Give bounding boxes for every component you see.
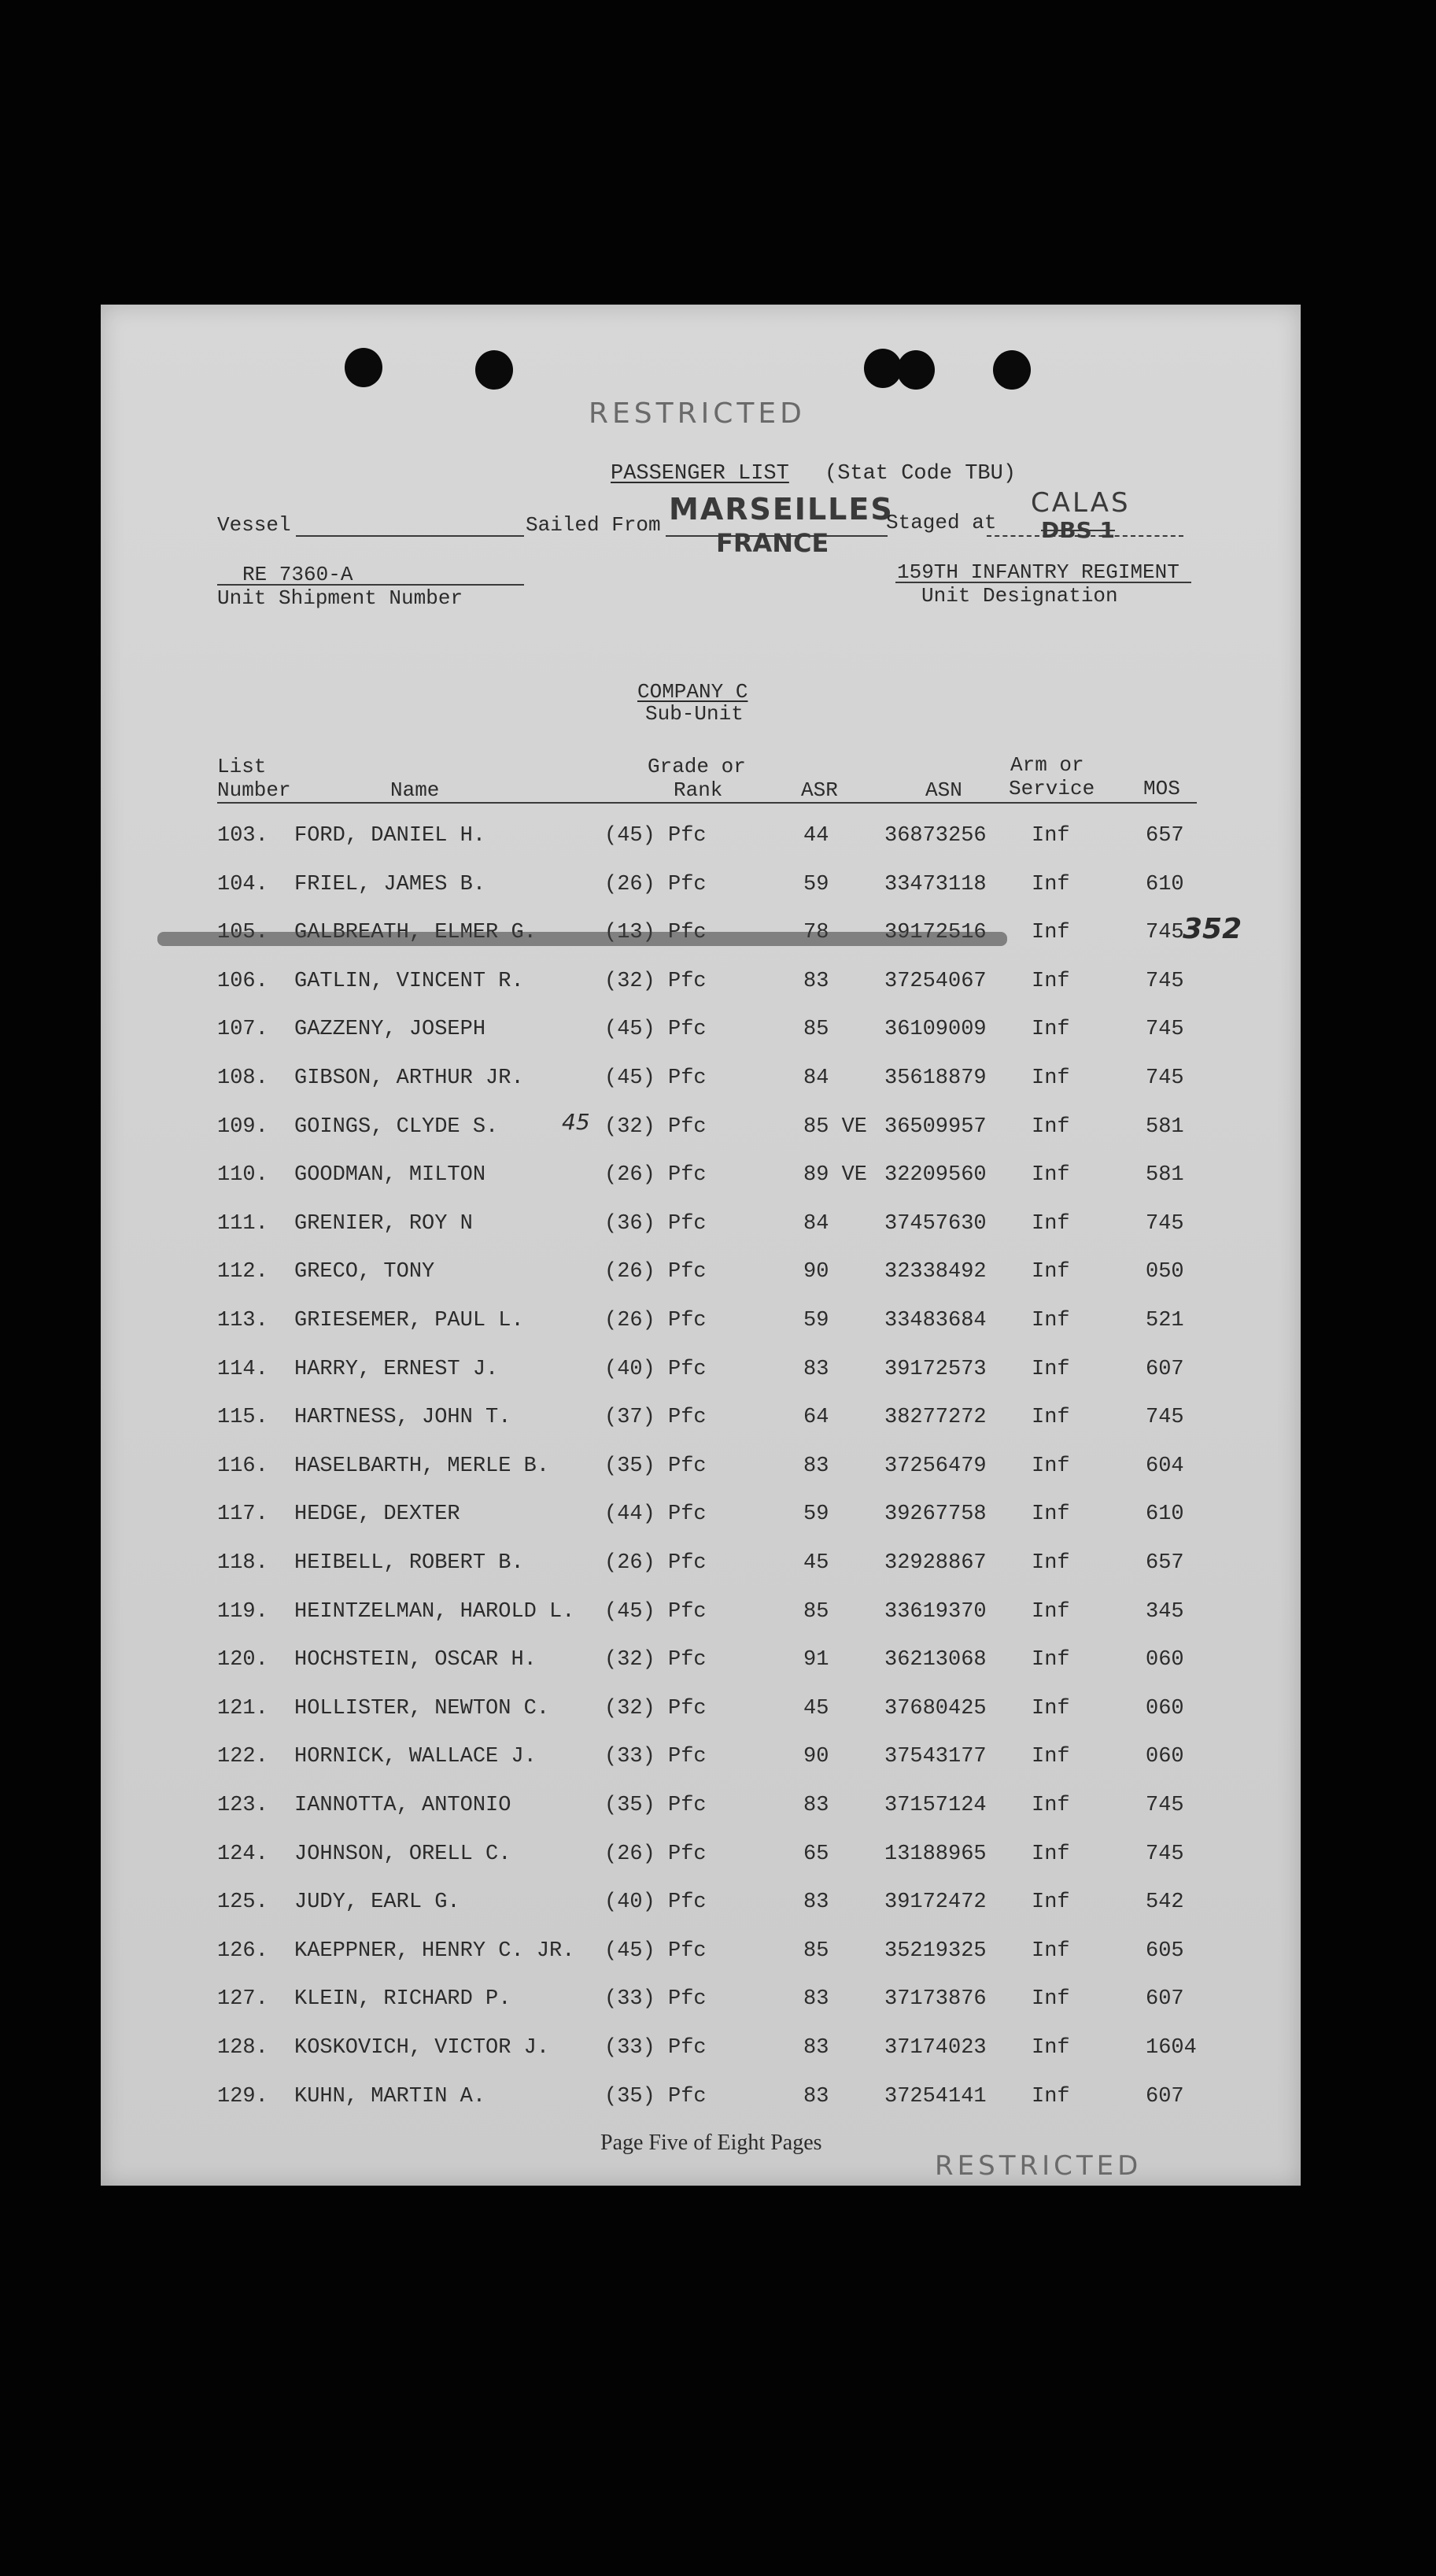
cell-arm: Inf <box>1032 969 1070 993</box>
cell-grade: (35) Pfc <box>604 2084 707 2108</box>
restricted-stamp-bottom: RESTRICTED <box>935 2150 1143 2182</box>
table-row <box>101 1794 1301 1825</box>
table-row <box>101 1212 1301 1244</box>
punch-hole <box>993 350 1031 390</box>
cell-mos: 745 <box>1146 1211 1184 1236</box>
cell-grade: (37) Pfc <box>604 1406 707 1430</box>
cell-name: HOCHSTEIN, OSCAR H. <box>294 1648 537 1672</box>
cell-num: 116. <box>217 1454 268 1478</box>
cell-grade: (26) Pfc <box>604 1309 707 1332</box>
cell-arm: Inf <box>1032 1842 1070 1866</box>
table-row <box>101 824 1301 856</box>
cell-mos: 345 <box>1146 1599 1184 1624</box>
cell-asn: 33483684 <box>884 1309 987 1332</box>
cell-asn: 32928867 <box>884 1551 987 1575</box>
cell-mos: 610 <box>1146 872 1184 896</box>
table-row <box>101 970 1301 1001</box>
cell-arm: Inf <box>1032 872 1070 896</box>
cell-num: 109. <box>217 1114 268 1139</box>
col-asn-header: ASN <box>925 778 962 802</box>
cell-num: 123. <box>217 1794 268 1817</box>
cell-asr: 90 <box>803 1745 829 1769</box>
cell-arm: Inf <box>1032 1163 1070 1188</box>
table-row <box>101 2085 1301 2116</box>
cell-name: IANNOTTA, ANTONIO <box>294 1794 511 1817</box>
cell-name: KUHN, MARTIN A. <box>294 2084 486 2108</box>
cell-arm: Inf <box>1032 1309 1070 1332</box>
table-row <box>101 873 1301 904</box>
cell-arm: Inf <box>1032 1648 1070 1672</box>
cell-asr: 83 <box>803 2084 829 2108</box>
cell-name: FORD, DANIEL H. <box>294 824 486 848</box>
cell-arm: Inf <box>1032 2036 1070 2060</box>
cell-asr: 89 VE <box>803 1163 868 1188</box>
table-row <box>101 1745 1301 1776</box>
table-row <box>101 1406 1301 1437</box>
table-row <box>101 1648 1301 1680</box>
cell-grade: (45) Pfc <box>604 1018 707 1042</box>
cell-name: GIBSON, ARTHUR JR. <box>294 1066 524 1090</box>
passenger-list-document <box>101 305 1301 2186</box>
cell-mos: 605 <box>1146 1938 1184 1963</box>
table-row <box>101 1502 1301 1534</box>
cell-asn: 39267758 <box>884 1502 987 1527</box>
cell-mos: 542 <box>1146 1890 1184 1915</box>
staged-at-value: CALAS <box>1031 487 1131 519</box>
cell-arm: Inf <box>1032 1696 1070 1720</box>
cell-num: 110. <box>217 1163 268 1188</box>
cell-mos: 745 <box>1146 1018 1184 1042</box>
cell-arm: Inf <box>1032 824 1070 848</box>
cell-asr: 83 <box>803 1890 829 1915</box>
table-row <box>101 1454 1301 1486</box>
unit-shipment-underline <box>217 584 524 586</box>
cell-name: HEINTZELMAN, HAROLD L. <box>294 1599 575 1624</box>
cell-name: GRENIER, ROY N <box>294 1211 473 1236</box>
cell-arm: Inf <box>1032 1406 1070 1430</box>
cell-asn: 36873256 <box>884 824 987 848</box>
col-asr-header: ASR <box>801 778 838 802</box>
cell-num: 127. <box>217 1987 268 2012</box>
cell-asr: 45 <box>803 1551 829 1575</box>
cell-asr: 85 <box>803 1938 829 1963</box>
cell-mos: 745 <box>1146 1842 1184 1866</box>
cell-name: GOODMAN, MILTON <box>294 1163 486 1188</box>
cell-arm: Inf <box>1032 1114 1070 1139</box>
cell-grade: (45) Pfc <box>604 1938 707 1963</box>
cell-name: GATLIN, VINCENT R. <box>294 969 524 993</box>
cell-arm: Inf <box>1032 2084 1070 2108</box>
cell-num: 121. <box>217 1696 268 1720</box>
table-row <box>101 1987 1301 2019</box>
cell-arm: Inf <box>1032 1211 1070 1236</box>
cell-asr: 59 <box>803 1309 829 1332</box>
cell-grade: (36) Pfc <box>604 1211 707 1236</box>
cell-mos: 607 <box>1146 1987 1184 2012</box>
document-title: PASSENGER LIST <box>611 462 789 486</box>
cell-name: GAZZENY, JOSEPH <box>294 1018 486 1042</box>
cell-asr: 83 <box>803 2036 829 2060</box>
staged-at-camp: DBS 1 <box>1041 517 1115 543</box>
cell-arm: Inf <box>1032 1454 1070 1478</box>
cell-asn: 38277272 <box>884 1406 987 1430</box>
cell-name: HARRY, ERNEST J. <box>294 1357 499 1381</box>
cell-asn: 33473118 <box>884 872 987 896</box>
cell-asn: 39172573 <box>884 1357 987 1381</box>
cell-grade: (32) Pfc <box>604 1696 707 1720</box>
cell-asn: 37256479 <box>884 1454 987 1478</box>
cell-grade: (26) Pfc <box>604 1551 707 1575</box>
cell-name: GOINGS, CLYDE S. <box>294 1114 499 1139</box>
cell-num: 104. <box>217 872 268 896</box>
punch-hole <box>897 350 935 390</box>
cell-asn: 32209560 <box>884 1163 987 1188</box>
cell-num: 111. <box>217 1211 268 1236</box>
cell-mos: 604 <box>1146 1454 1184 1478</box>
cell-name: HARTNESS, JOHN T. <box>294 1406 511 1430</box>
cell-name: KAEPPNER, HENRY C. JR. <box>294 1938 575 1963</box>
cell-name: JOHNSON, ORELL C. <box>294 1842 511 1866</box>
staged-at-underline <box>987 535 1183 537</box>
cell-grade: (32) Pfc <box>604 1114 707 1139</box>
page-footer: Page Five of Eight Pages <box>600 2131 822 2155</box>
cell-num: 120. <box>217 1648 268 1672</box>
cell-num: 112. <box>217 1260 268 1284</box>
cell-arm: Inf <box>1032 1260 1070 1284</box>
cell-asn: 37543177 <box>884 1745 987 1769</box>
col-arm-header: Arm or <box>1010 753 1084 777</box>
cell-arm: Inf <box>1032 1502 1070 1527</box>
cell-arm: Inf <box>1032 1890 1070 1915</box>
cell-arm: Inf <box>1032 1018 1070 1042</box>
cell-asr: 59 <box>803 872 829 896</box>
cell-name: GRECO, TONY <box>294 1260 435 1284</box>
cell-grade: (40) Pfc <box>604 1357 707 1381</box>
cell-asn: 37254067 <box>884 969 987 993</box>
stat-code: (Stat Code TBU) <box>825 462 1017 486</box>
cell-grade: (35) Pfc <box>604 1454 707 1478</box>
cell-asn: 36109009 <box>884 1018 987 1042</box>
cell-num: 125. <box>217 1890 268 1915</box>
cell-asn: 35618879 <box>884 1066 987 1090</box>
vessel-label: Vessel <box>217 513 291 537</box>
cell-mos: 060 <box>1146 1648 1184 1672</box>
cell-asn: 37173876 <box>884 1987 987 2012</box>
cell-asn: 36213068 <box>884 1648 987 1672</box>
cell-num: 108. <box>217 1066 268 1090</box>
cell-grade: (45) Pfc <box>604 824 707 848</box>
cell-asn: 37254141 <box>884 2084 987 2108</box>
cell-mos: 745 <box>1146 969 1184 993</box>
cell-grade: (44) Pfc <box>604 1502 707 1527</box>
cell-grade: (26) Pfc <box>604 1163 707 1188</box>
cell-arm: Inf <box>1032 1066 1070 1090</box>
cell-grade: (45) Pfc <box>604 1066 707 1090</box>
cell-name: HEIBELL, ROBERT B. <box>294 1551 524 1575</box>
cell-num: 106. <box>217 969 268 993</box>
cell-arm: Inf <box>1032 1938 1070 1963</box>
cell-asn: 37680425 <box>884 1696 987 1720</box>
cell-num: 128. <box>217 2036 268 2060</box>
col-list-header: List <box>217 755 267 778</box>
cell-num: 103. <box>217 824 268 848</box>
cell-grade: (35) Pfc <box>604 1794 707 1817</box>
cell-num: 126. <box>217 1938 268 1963</box>
sailed-from-label: Sailed From <box>526 513 661 537</box>
table-row <box>101 1163 1301 1195</box>
cell-grade: (45) Pfc <box>604 1599 707 1624</box>
cell-name: HEDGE, DEXTER <box>294 1502 460 1527</box>
cell-asr: 85 <box>803 1599 829 1624</box>
table-row <box>101 1018 1301 1049</box>
cell-name: HOLLISTER, NEWTON C. <box>294 1696 550 1720</box>
cell-asr: 59 <box>803 1502 829 1527</box>
handwritten-mos-correction: 352 <box>1183 913 1242 946</box>
cell-asr: 83 <box>803 1454 829 1478</box>
cell-mos: 050 <box>1146 1260 1184 1284</box>
cell-num: 119. <box>217 1599 268 1624</box>
col-arm-header-2: Service <box>1009 777 1095 800</box>
cell-num: 113. <box>217 1309 268 1332</box>
cell-asr: 83 <box>803 1987 829 2012</box>
cell-asr: 84 <box>803 1211 829 1236</box>
cell-mos: 745 <box>1146 921 1184 945</box>
col-name-header: Name <box>390 778 440 802</box>
cell-asr: 45 <box>803 1696 829 1720</box>
cell-asr: 85 VE <box>803 1114 868 1139</box>
cell-num: 114. <box>217 1357 268 1381</box>
unit-designation: 159TH INFANTRY REGIMENT <box>897 560 1179 584</box>
cell-arm: Inf <box>1032 921 1070 945</box>
cell-mos: 1604 <box>1146 2036 1197 2060</box>
cell-mos: 581 <box>1146 1114 1184 1139</box>
cell-grade: (33) Pfc <box>604 2036 707 2060</box>
cell-arm: Inf <box>1032 1551 1070 1575</box>
col-mos-header: MOS <box>1143 777 1180 800</box>
cell-asn: 39172472 <box>884 1890 987 1915</box>
cell-name: KOSKOVICH, VICTOR J. <box>294 2036 550 2060</box>
cell-arm: Inf <box>1032 1599 1070 1624</box>
cell-grade: (33) Pfc <box>604 1745 707 1769</box>
cell-asr: 83 <box>803 1357 829 1381</box>
table-row <box>101 1309 1301 1340</box>
punch-hole <box>475 350 513 390</box>
table-row <box>101 1842 1301 1874</box>
cell-num: 124. <box>217 1842 268 1866</box>
cell-asr: 44 <box>803 824 829 848</box>
cell-asr: 65 <box>803 1842 829 1866</box>
cell-mos: 607 <box>1146 1357 1184 1381</box>
cell-asn: 36509957 <box>884 1114 987 1139</box>
cell-grade: (32) Pfc <box>604 1648 707 1672</box>
col-grade-header-2: Rank <box>674 778 723 802</box>
table-row <box>101 1066 1301 1098</box>
vessel-underline <box>296 535 524 537</box>
sailed-from-country: FRANCE <box>716 528 829 558</box>
cell-grade: (40) Pfc <box>604 1890 707 1915</box>
table-row <box>101 1697 1301 1728</box>
cell-mos: 581 <box>1146 1163 1184 1188</box>
cell-asn: 32338492 <box>884 1260 987 1284</box>
col-grade-header: Grade or <box>648 755 746 778</box>
cell-name: KLEIN, RICHARD P. <box>294 1987 511 2012</box>
cell-grade: (33) Pfc <box>604 1987 707 2012</box>
cell-arm: Inf <box>1032 1745 1070 1769</box>
cell-grade: (32) Pfc <box>604 969 707 993</box>
unit-shipment-number: RE 7360-A <box>242 563 353 586</box>
cell-num: 107. <box>217 1018 268 1042</box>
cell-mos: 521 <box>1146 1309 1184 1332</box>
cell-asn: 37457630 <box>884 1211 987 1236</box>
cell-name: JUDY, EARL G. <box>294 1890 460 1915</box>
cell-asr: 83 <box>803 1794 829 1817</box>
table-row <box>101 1600 1301 1632</box>
cell-name: HASELBARTH, MERLE B. <box>294 1454 550 1478</box>
cell-num: 117. <box>217 1502 268 1527</box>
col-list-header-2: Number <box>217 778 291 802</box>
cell-arm: Inf <box>1032 1987 1070 2012</box>
cell-asr: 91 <box>803 1648 829 1672</box>
cell-name: GRIESEMER, PAUL L. <box>294 1309 524 1332</box>
cell-mos: 060 <box>1146 1696 1184 1720</box>
staged-at-label: Staged at <box>886 511 997 534</box>
sub-unit-name: COMPANY C <box>637 680 748 704</box>
cell-arm: Inf <box>1032 1357 1070 1381</box>
cell-asr: 64 <box>803 1406 829 1430</box>
cell-asr: 83 <box>803 969 829 993</box>
cell-asn: 37174023 <box>884 2036 987 2060</box>
table-row <box>101 1939 1301 1971</box>
restricted-stamp-top: RESTRICTED <box>589 397 806 430</box>
cell-num: 122. <box>217 1745 268 1769</box>
table-row <box>101 1260 1301 1292</box>
cell-asn: 37157124 <box>884 1794 987 1817</box>
strikethrough-mark <box>157 932 1007 946</box>
table-row <box>101 1551 1301 1583</box>
cell-arm: Inf <box>1032 1794 1070 1817</box>
cell-grade: (26) Pfc <box>604 872 707 896</box>
punch-hole <box>864 349 902 388</box>
unit-shipment-label: Unit Shipment Number <box>217 586 463 610</box>
header-rule <box>217 802 1197 804</box>
cell-mos: 745 <box>1146 1406 1184 1430</box>
sailed-from-value: MARSEILLES <box>669 492 894 527</box>
cell-asr: 85 <box>803 1018 829 1042</box>
cell-grade: (26) Pfc <box>604 1260 707 1284</box>
cell-mos: 657 <box>1146 824 1184 848</box>
cell-asn: 35219325 <box>884 1938 987 1963</box>
cell-grade: (26) Pfc <box>604 1842 707 1866</box>
cell-name: FRIEL, JAMES B. <box>294 872 486 896</box>
cell-mos: 657 <box>1146 1551 1184 1575</box>
cell-asr: 84 <box>803 1066 829 1090</box>
cell-mos: 060 <box>1146 1745 1184 1769</box>
table-row <box>101 1358 1301 1389</box>
table-row <box>101 1890 1301 1922</box>
sub-unit-label: Sub-Unit <box>645 702 744 726</box>
cell-asn: 33619370 <box>884 1599 987 1624</box>
table-row <box>101 913 1301 952</box>
handwritten-grade-correction: 45 <box>562 1108 590 1135</box>
cell-name: HORNICK, WALLACE J. <box>294 1745 537 1769</box>
cell-mos: 745 <box>1146 1066 1184 1090</box>
cell-mos: 607 <box>1146 2084 1184 2108</box>
cell-mos: 745 <box>1146 1794 1184 1817</box>
cell-mos: 610 <box>1146 1502 1184 1527</box>
punch-hole <box>345 348 382 387</box>
cell-asr: 90 <box>803 1260 829 1284</box>
cell-num: 115. <box>217 1406 268 1430</box>
cell-num: 129. <box>217 2084 268 2108</box>
unit-designation-underline <box>895 582 1191 583</box>
table-row <box>101 2036 1301 2068</box>
table-row <box>101 1108 1301 1147</box>
cell-num: 118. <box>217 1551 268 1575</box>
cell-asn: 13188965 <box>884 1842 987 1866</box>
unit-designation-label: Unit Designation <box>921 584 1118 608</box>
